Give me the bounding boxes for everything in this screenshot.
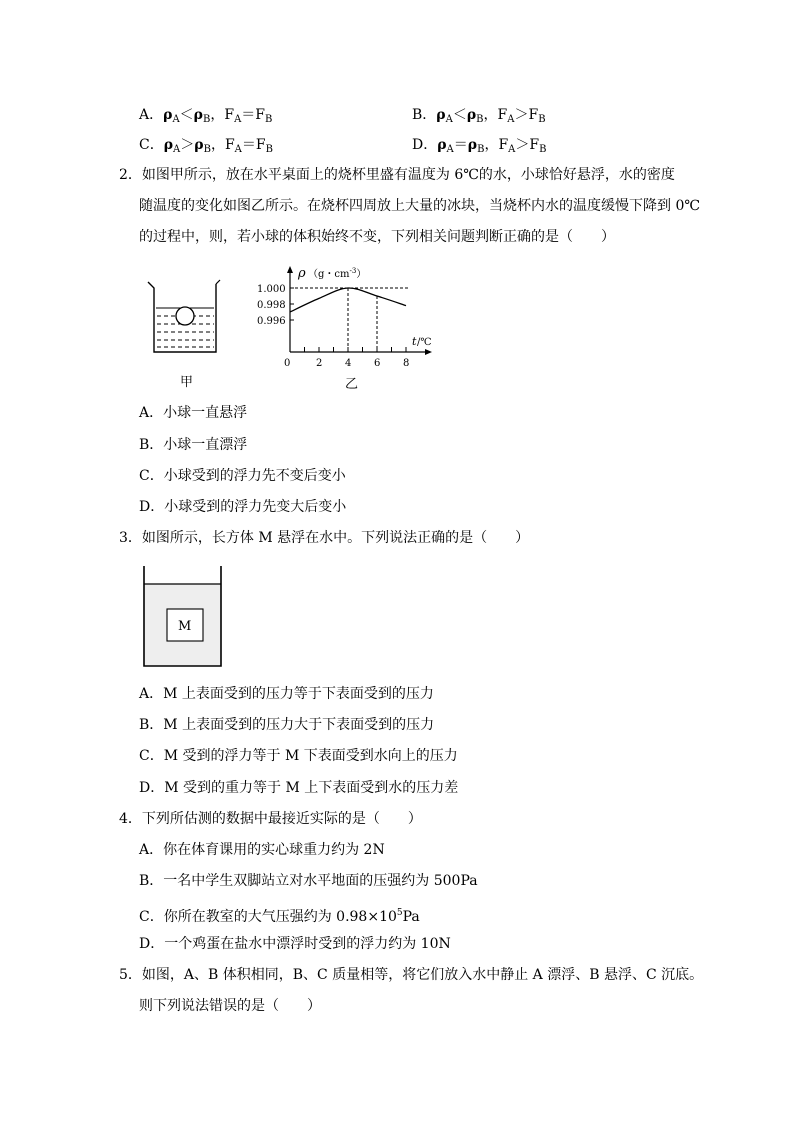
fig-label-jia: 甲 (180, 375, 194, 390)
q1-option-a: A．$\rho_A<\rho_B$，$F_A=F_B$ (139, 107, 273, 125)
y-axis-arrow (287, 266, 293, 273)
q1-option-b: B．$\rho_A<\rho_B$，$F_A>F_B$ (412, 107, 546, 125)
x-axis-symbol: t (412, 335, 417, 348)
q2-option-a: A．小球一直悬浮 (139, 405, 248, 421)
x-axis-arrow (425, 349, 432, 355)
y-tick-label: 0.996 (257, 316, 286, 327)
container-figure (138, 562, 228, 672)
q3-option-a: A．M 上表面受到的压力等于下表面受到的压力 (139, 686, 434, 702)
beaker-figure (140, 270, 230, 390)
q1-option-d: D．$\rho_A=\rho_B$，$F_A>F_B$ (412, 137, 547, 155)
x-tick-label: 4 (345, 358, 352, 369)
q2-stem-line3: 的过程中，则，若小球的体积始终不变，下列相关问题判断正确的是（ ） (139, 229, 615, 245)
q4-option-c: C．你所在教室的大气压强约为 $0.98\times 10^5Pa$ (139, 908, 420, 925)
x-tick-label: 6 (374, 358, 381, 369)
fig-label-yi: 乙 (345, 377, 359, 392)
q2-option-b: B．小球一直漂浮 (139, 437, 248, 453)
q5-stem-line1: 5．如图，A、B 体积相同，B、C 质量相等，将它们放入水中静止 A 漂浮、B 悬浮、C 沉底。 (119, 967, 704, 983)
block-m-label: M (178, 619, 192, 634)
q3-stem: 3．如图所示，长方体 M 悬浮在水中。下列说法正确的是（ ） (119, 530, 530, 546)
ball (176, 307, 194, 325)
q2-option-d: D．小球受到的浮力先变大后变小 (139, 499, 347, 515)
y-axis-symbol: ρ (298, 266, 306, 281)
q4-option-a: A．你在体育课用的实心球重力约为 2N (139, 842, 385, 858)
q2-option-c: C．小球受到的浮力先不变后变小 (139, 468, 346, 484)
density-graph (250, 262, 450, 397)
q2-stem-line2: 随温度的变化如图乙所示。在烧杯四周放上大量的冰块，当烧杯内水的温度缓慢下降到 0℃ (139, 198, 701, 214)
q4-option-b: B．一名中学生双脚站立对水平地面的压强约为 500Pa (139, 873, 478, 889)
y-tick-label: 1.000 (257, 284, 286, 295)
q2-stem-line1: 2．如图甲所示，放在水平桌面上的烧杯里盛有温度为 6℃的水，小球恰好悬浮，水的密度 (119, 167, 675, 183)
q3-option-c: C．M 受到的浮力等于 M 下表面受到水向上的压力 (139, 748, 458, 764)
q5-stem-line2: 则下列说法错误的是（ ） (139, 998, 321, 1014)
q1-option-c: C．$\rho_A>\rho_B$，$F_A=F_B$ (139, 137, 273, 155)
q4-stem: 4．下列所估测的数据中最接近实际的是（ ） (119, 811, 422, 827)
q3-option-b: B．M 上表面受到的压力大于下表面受到的压力 (139, 717, 435, 733)
x-tick-label: 2 (316, 358, 323, 369)
q4-option-d: D．一个鸡蛋在盐水中漂浮时受到的浮力约为 10N (139, 936, 451, 952)
x-tick-label: 8 (403, 358, 410, 369)
q3-option-d: D．M 受到的重力等于 M 上下表面受到水的压力差 (139, 780, 459, 796)
origin-label: 0 (284, 358, 291, 369)
y-tick-label: 0.998 (257, 300, 286, 311)
x-axis-unit: /℃ (417, 337, 432, 348)
y-axis-unit: （g・$cm^{-3}$） (308, 267, 367, 280)
